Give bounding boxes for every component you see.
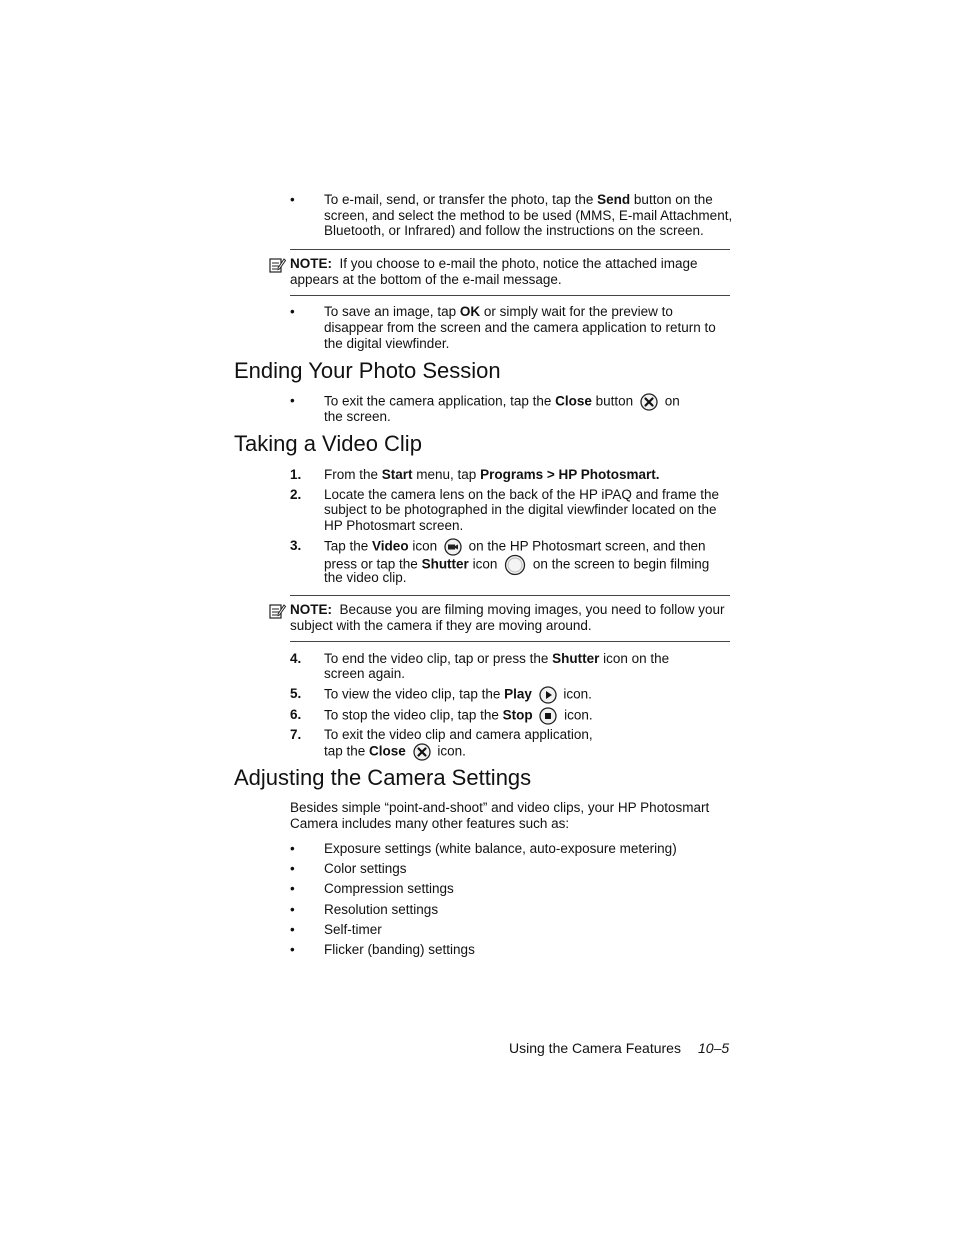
section-heading: Ending Your Photo Session: [234, 358, 501, 383]
note-label: NOTE:: [290, 256, 332, 271]
step-text: [324, 686, 592, 704]
bullet-marker: •: [290, 922, 295, 937]
step-text: [324, 651, 669, 667]
text: menu, tap: [412, 467, 481, 482]
paragraph-line: Besides simple “point-and-shoot” and video clips, your HP Photosmart: [290, 800, 710, 815]
step-text: HP Photosmart screen.: [324, 518, 464, 533]
step-number: 3.: [290, 538, 302, 553]
text: press or tap the: [324, 556, 422, 572]
bold-term: Start: [381, 467, 413, 482]
list-item: Resolution settings: [324, 902, 439, 917]
note-text: subject with the camera if they are moving around.: [290, 618, 592, 633]
step-text: Locate the camera lens on the back of the HP iPAQ and frame the: [324, 487, 719, 502]
note-text: [290, 602, 724, 618]
text: icon: [408, 538, 438, 554]
note-icon: [268, 256, 286, 274]
divider: [290, 295, 730, 296]
bold-term: Close: [369, 743, 406, 759]
bullet-marker: •: [290, 942, 295, 957]
text: To stop the video clip, tap the: [324, 707, 503, 723]
note-text: [290, 256, 698, 272]
text: Tap the: [324, 538, 373, 554]
text: icon.: [437, 743, 466, 759]
text: icon on the: [599, 651, 670, 666]
step-text: screen again.: [324, 666, 406, 681]
text: or simply wait for the preview to: [480, 304, 673, 319]
bold-term: Send: [597, 192, 631, 207]
bullet-marker: •: [290, 881, 295, 896]
paragraph-line: disappear from the screen and the camera application to return to: [324, 320, 716, 335]
stop-icon: [539, 707, 557, 725]
bullet-marker: •: [290, 861, 295, 876]
step-number: 4.: [290, 651, 302, 666]
bold-term: Programs > HP Photosmart.: [480, 467, 660, 482]
paragraph-line: [324, 192, 713, 208]
step-number: 1.: [290, 467, 302, 482]
bullet-marker: •: [290, 841, 295, 856]
text: icon.: [564, 707, 593, 723]
text: tap the: [324, 743, 370, 759]
divider: [290, 595, 730, 596]
step-number: 5.: [290, 686, 302, 701]
text: To e-mail, send, or transfer the photo, tap the: [324, 192, 598, 207]
text: icon: [468, 556, 498, 572]
paragraph-line: the digital viewfinder.: [324, 336, 450, 351]
note-label: NOTE:: [290, 602, 332, 617]
text: To save an image, tap: [324, 304, 460, 319]
text: To view the video clip, tap the: [324, 686, 505, 702]
step-number: 6.: [290, 707, 302, 722]
bold-term: Video: [372, 538, 409, 554]
text: on: [664, 393, 680, 409]
list-item: Self-timer: [324, 922, 382, 937]
note-text: appears at the bottom of the e-mail message.: [290, 272, 562, 287]
bullet-marker: •: [290, 902, 295, 917]
section-heading: Adjusting the Camera Settings: [234, 765, 532, 790]
text: To exit the camera application, tap the: [324, 393, 556, 409]
close-icon: [413, 743, 431, 761]
paragraph-line: screen, and select the method to be used (MMS, E-mail Attachment,: [324, 208, 733, 223]
step-number: 2.: [290, 487, 302, 502]
bullet-marker: •: [290, 393, 295, 408]
paragraph-line: Camera includes many other features such as:: [290, 816, 570, 831]
shutter-icon: [504, 554, 526, 576]
step-text: [324, 707, 593, 725]
text: From the: [324, 467, 382, 482]
list-item: Color settings: [324, 861, 407, 876]
text: icon.: [563, 686, 592, 702]
text: To end the video clip, tap or press the: [324, 651, 553, 666]
text: button on the: [630, 192, 713, 207]
step-number: 7.: [290, 727, 302, 742]
step-text: the video clip.: [324, 570, 407, 585]
text: Because you are filming moving images, you need to follow your: [339, 602, 725, 617]
divider: [290, 249, 730, 250]
bold-term: Close: [555, 393, 592, 409]
bullet-marker: •: [290, 192, 295, 207]
paragraph-line: the screen.: [324, 409, 391, 424]
step-text: [324, 743, 466, 761]
bullet-marker: •: [290, 304, 295, 319]
close-icon: [640, 393, 658, 411]
text: on the HP Photosmart screen, and then: [468, 538, 706, 554]
paragraph-line: Bluetooth, or Infrared) and follow the instructions on the screen.: [324, 223, 704, 238]
list-item: Compression settings: [324, 881, 454, 896]
section-heading: Taking a Video Clip: [234, 431, 422, 456]
text: If you choose to e-mail the photo, notice the attached image: [339, 256, 698, 271]
footer-chapter: Using the Camera Features: [509, 1040, 681, 1056]
divider: [290, 641, 730, 642]
step-text: [324, 467, 660, 483]
bold-term: OK: [459, 304, 481, 319]
play-icon: [539, 686, 557, 704]
note-icon: [268, 602, 286, 620]
step-text: To exit the video clip and camera application,: [324, 727, 593, 742]
bold-term: Play: [504, 686, 532, 702]
bold-term: Stop: [502, 707, 533, 723]
list-item: Exposure settings (white balance, auto-exposure metering): [324, 841, 677, 856]
text: button: [591, 393, 634, 409]
bold-term: Shutter: [552, 651, 600, 666]
text: on the screen to begin filming: [532, 556, 710, 572]
page-number: 10–5: [698, 1040, 730, 1056]
list-item: Flicker (banding) settings: [324, 942, 475, 957]
step-text: subject to be photographed in the digital viewfinder located on the: [324, 502, 717, 517]
paragraph-line: [324, 304, 673, 320]
bold-term: Shutter: [421, 556, 469, 572]
